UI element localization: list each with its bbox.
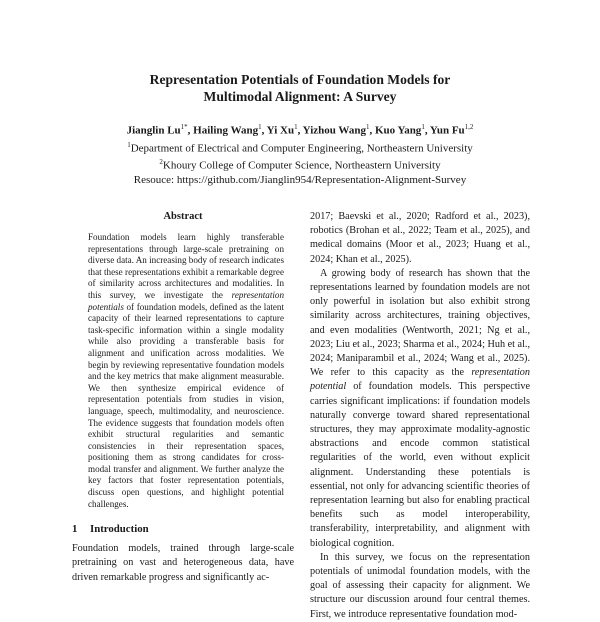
paper-title bbox=[60, 71, 540, 105]
paragraph-emphasis: representation potential bbox=[310, 367, 530, 393]
author-sup: 1 bbox=[294, 123, 298, 131]
author-name: Yizhou Wang bbox=[302, 124, 366, 137]
author-sup: 1 bbox=[365, 123, 370, 131]
paper-title-line-1: Representation Potentials of Foundation Models for bbox=[149, 72, 451, 87]
author-sup: 1 bbox=[258, 123, 262, 131]
author-sup: 1 bbox=[421, 123, 425, 131]
body-paragraph-1: 2017; Baevski et al., 2020; Radford et al., 2023), robotics (Brohan et al., 2022; Team et al., 2025), and medical domains (Moor et al., 2023; Huang et al., 2024; Khan et al., 2025). bbox=[310, 211, 530, 265]
affiliation-sup: 2 bbox=[159, 158, 163, 167]
author-name: Kuo Yang bbox=[374, 124, 422, 137]
affiliation-1 bbox=[40, 138, 560, 156]
affiliation-sup: 1 bbox=[127, 140, 131, 149]
left-column bbox=[72, 210, 294, 585]
body-paragraph-3: In this survey, we focus on the representation potentials of unimodal foundation models, with the goal of assessing their capacity for alignment. We structure our discussion around four central themes. First, we introduce representative foundation mod- bbox=[310, 551, 530, 620]
section-heading-introduction bbox=[72, 522, 294, 536]
affiliation-text: Department of Electrical and Computer Engineering, Northeastern University bbox=[130, 142, 473, 155]
author-block bbox=[40, 120, 560, 187]
section-title: Introduction bbox=[90, 523, 149, 536]
paragraph-text-a: A growing body of research has shown that the representations learned by foundation models are not only powerful in isolation but also exhibit strong similarity across architectures, training objectives, and even modalities (Wentworth, 2021; Ng et al., 2023; Liu et al., 2023; Sharma et al., 2024; Huh et al., 2024; Maniparambil et al., 2024; Wang et al., 2025). We refer to this capacity as the bbox=[310, 267, 530, 379]
abstract-text-b: of foundation models, defined as the latent capacity of their learned representations to capture task-specific information within a single modality while also providing a transferable basis for alignment and unification across modalities. We begin by reviewing representative foundation models and the key metrics that make alignment measurable. We then synthesize empirical evidence of representation potentials from studies in vision, language, speech, multimodality, and neuroscience. The evidence suggests that foundation models often exhibit structural regularities and semantic consistencies in their representation spaces, positioning them as strong candidates for cross-modal transfer and alignment. We further analyze the key factors that foster representation potentials, discuss open questions, and highlight potential challenges. bbox=[88, 301, 284, 509]
resource-link[interactable]: Resouce: https://github.com/Jianglin954/Representation-Alignment-Survey bbox=[133, 173, 467, 186]
abstract-emphasis: representation potentials bbox=[88, 289, 284, 312]
author-name: Hailing Wang bbox=[193, 124, 259, 137]
introduction-body: Foundation models, trained through large-scale pretraining on vast and heterogeneous data, have driven remarkable progress and significantly ac- bbox=[72, 543, 294, 583]
affiliation-2 bbox=[40, 155, 560, 173]
abstract-heading: Abstract bbox=[163, 211, 203, 222]
abstract-body bbox=[88, 232, 284, 510]
paragraph-text-b: of foundation models. This perspective carries significant implications: if foundation models naturally converge toward shared representational structures, they may approximate modality-agnostic abstractions and encode common statistical regularities of the world, even without explicit alignment. Understanding these potentials is essential, not only for advancing scientific theories of representation learning but also for enabling practical benefits such as model interoperability, transferability, interpretability, and alignment with biological cognition. bbox=[310, 381, 530, 549]
section-number: 1 bbox=[72, 523, 78, 536]
author-name: Yun Fu bbox=[429, 124, 465, 137]
right-column bbox=[310, 210, 530, 622]
affiliation-text: Khoury College of Computer Science, Northeastern University bbox=[162, 159, 441, 172]
author-sup: 1,2 bbox=[464, 123, 474, 131]
author-sup: 1* bbox=[180, 123, 188, 131]
abstract-text-a: Foundation models learn highly transferable representations through large-scale pretraining on diverse data. An increasing body of research indicates that these representations exhibit a remarkable degree of similarity across architectures and modalities. In this survey, we investigate the bbox=[88, 232, 284, 300]
author-list: Jianglin $Lu^{1*}$, Hailing Wang$^1$, Yi Xu$^1$, Yizhou Wang$^1$, Kuo Yang$^1$, Yun Fu$^{1,2}$ bbox=[126, 123, 474, 137]
paper-title-line-2: Multimodal Alignment: A Survey bbox=[203, 89, 397, 104]
body-paragraph-2 bbox=[310, 267, 530, 551]
author-name: Jianglin Lu bbox=[126, 124, 181, 137]
author-name: Yi Xu bbox=[266, 124, 295, 137]
